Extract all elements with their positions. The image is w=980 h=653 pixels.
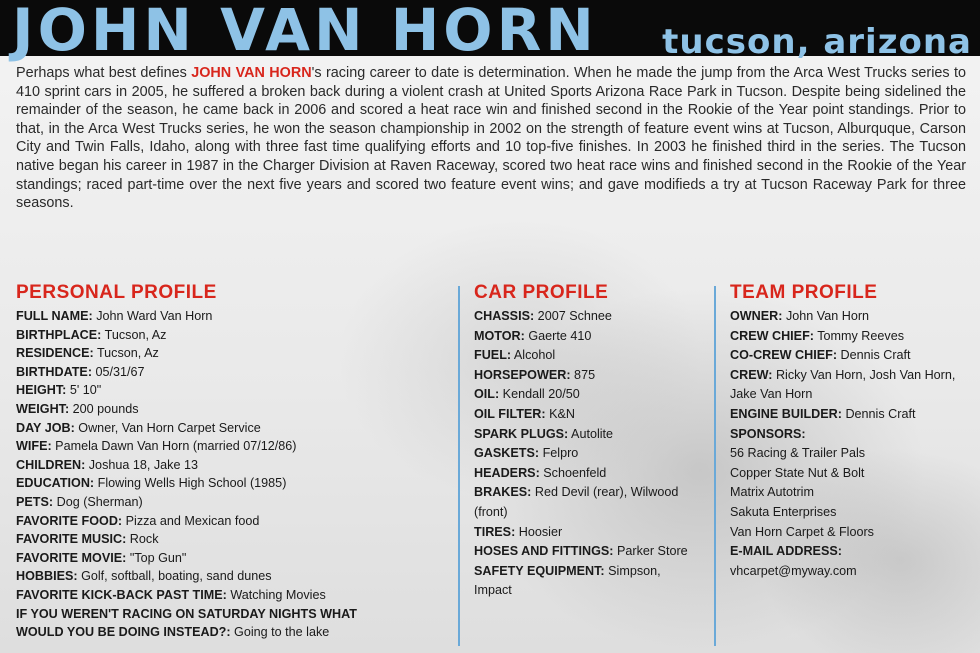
car-profile-item-value: Red Devil (rear), Wilwood (front) <box>474 485 679 519</box>
team-profile-item-label: CO-CREW CHIEF: <box>730 348 838 363</box>
personal-profile-item <box>16 474 446 493</box>
personal-profile-item-value: 05/31/67 <box>92 364 145 379</box>
team-profile-heading: TEAM PROFILE <box>730 282 878 303</box>
personal-profile-item-label: WEIGHT: <box>16 401 70 416</box>
personal-profile-item-label: BIRTHDATE: <box>16 364 93 379</box>
car-profile-item-label: HOSES AND FITTINGS: <box>474 544 614 559</box>
personal-profile-item-label: RESIDENCE: <box>16 346 94 361</box>
sponsor-item: Sakuta Enterprises <box>730 504 837 519</box>
car-profile-item <box>474 523 700 543</box>
car-profile-item-label: HORSEPOWER: <box>474 367 571 382</box>
personal-profile-item <box>16 605 446 624</box>
personal-profile-item <box>16 586 446 605</box>
team-profile-list <box>730 307 974 444</box>
personal-profile-section <box>16 282 446 642</box>
personal-profile-item-value: Tucson, Az <box>93 346 159 361</box>
personal-profile-item-label: FAVORITE KICK-BACK PAST TIME: <box>16 587 227 602</box>
car-profile-item-value: Felpro <box>539 446 579 461</box>
team-profile-item-label: SPONSORS: <box>730 426 806 441</box>
bio-highlight-name: JOHN VAN HORN <box>191 65 312 81</box>
personal-profile-item <box>16 363 446 382</box>
car-profile-item-label: CHASSIS: <box>474 309 535 323</box>
car-profile-item <box>474 444 700 464</box>
car-profile-item-value: Alcohol <box>511 348 556 363</box>
personal-profile-item-value: Joshua 18, Jake 13 <box>85 457 198 472</box>
personal-profile-item-label: BIRTHPLACE: <box>16 327 102 342</box>
personal-profile-item-value: Flowing Wells High School (1985) <box>94 476 287 491</box>
personal-profile-item-label: WIFE: <box>16 439 52 454</box>
car-profile-item-value: Gaerte 410 <box>524 328 592 343</box>
column-divider-right <box>714 286 716 646</box>
car-profile-item-value: Schoenfeld <box>539 465 607 480</box>
team-profile-item-label: ENGINE BUILDER: <box>730 406 842 421</box>
car-profile-item <box>474 542 700 562</box>
personal-profile-item-label: CHILDREN: <box>16 457 86 472</box>
personal-profile-item-value: Pamela Dawn Van Horn (married 07/12/86) <box>51 439 297 454</box>
personal-profile-item-label: HOBBIES: <box>16 569 78 584</box>
personal-profile-item <box>16 623 446 642</box>
team-profile-item-label: CREW: <box>730 367 773 382</box>
car-profile-item-value: 875 <box>570 367 596 382</box>
team-profile-item <box>730 346 974 366</box>
personal-profile-item-value: "Top Gun" <box>126 550 187 565</box>
sponsor-list <box>730 444 974 542</box>
personal-profile-item-label: WOULD YOU BE DOING INSTEAD?: <box>16 625 231 640</box>
personal-profile-item-label: IF YOU WEREN'T RACING ON SATURDAY NIGHTS WHAT <box>16 606 357 621</box>
car-profile-item-label: MOTOR: <box>474 328 525 343</box>
team-profile-item-value: John Van Horn <box>782 309 870 323</box>
personal-profile-item-value: 5' 10" <box>66 383 102 398</box>
car-profile-item-label: OIL: <box>474 387 500 402</box>
personal-profile-item <box>16 326 446 345</box>
car-profile-item <box>474 307 700 327</box>
car-profile-list <box>474 307 700 601</box>
car-profile-item <box>474 464 700 484</box>
car-profile-item-label: SPARK PLUGS: <box>474 426 569 441</box>
car-profile-item-label: TIRES: <box>474 524 516 539</box>
personal-profile-item <box>16 512 446 531</box>
personal-profile-item-label: FULL NAME: <box>16 309 93 323</box>
personal-profile-item-value: Watching Movies <box>226 587 326 602</box>
personal-profile-item-label: EDUCATION: <box>16 476 95 491</box>
personal-profile-item <box>16 381 446 400</box>
team-profile-item-label: OWNER: <box>730 309 783 323</box>
team-profile-item-value: Ricky Van Horn, Josh Van Horn, Jake Van Horn <box>730 367 956 402</box>
personal-profile-item-label: FAVORITE MOVIE: <box>16 550 127 565</box>
personal-profile-item-value: Rock <box>126 532 159 547</box>
sponsor-item: Copper State Nut & Bolt <box>730 465 865 480</box>
car-profile-item-value: Kendall 20/50 <box>499 387 580 402</box>
personal-profile-item <box>16 456 446 475</box>
personal-profile-item <box>16 400 446 419</box>
bio-body: 's racing career to date is determination. When he made the jump from the Arca West Trucks series to 410 sprint cars in 2005, he suffered a broken back during a violent crash at United Sports Arizona Race Park in Tucson. Despite being sidelined the remainder of the season, he came back in 2006 and scored a heat race win and finished second in the Rookie of the Year point standings. Prior to that, in the Arca West Trucks series, he won the season championship in 2002 on the strength of feature event wins at Tucson, Alburquque, Carson City and Twin Falls, Idaho, along with three fast time qualifying efforts and 10 top-five finishes. In 2003 he finished third in the series. The Tucson native began his career in 1987 in the Charger Division at Raven Raceway, scored two heat race wins and finished second in the Rookie of the Year standings; raced part-time over the next five years and scored two feature event wins; and gave modifieds a try at Tucson Raceway Park for three seasons. <box>16 65 966 212</box>
team-profile-item-value: Dennis Craft <box>841 406 916 421</box>
car-profile-item-value: Autolite <box>568 426 614 441</box>
car-profile-item <box>474 562 700 601</box>
team-profile-item-label: CREW CHIEF: <box>730 328 814 343</box>
personal-profile-item <box>16 419 446 438</box>
personal-profile-item <box>16 549 446 568</box>
car-profile-item <box>474 366 700 386</box>
personal-profile-item-label: DAY JOB: <box>16 420 75 435</box>
car-profile-item <box>474 346 700 366</box>
personal-profile-item <box>16 530 446 549</box>
personal-profile-item-label: PETS: <box>16 494 54 509</box>
personal-profile-item-label: FAVORITE FOOD: <box>16 513 123 528</box>
personal-profile-item <box>16 493 446 512</box>
car-profile-item-value: K&N <box>545 406 575 421</box>
personal-profile-heading: PERSONAL PROFILE <box>16 282 217 303</box>
personal-profile-item <box>16 307 446 326</box>
team-profile-item-value: Tommy Reeves <box>813 328 905 343</box>
team-profile-item <box>730 307 974 327</box>
sponsor-item: 56 Racing & Trailer Pals <box>730 446 866 461</box>
team-profile-item <box>730 327 974 347</box>
personal-profile-item-value: Golf, softball, boating, sand dunes <box>77 569 272 584</box>
personal-profile-item-value: Dog (Sherman) <box>53 494 143 509</box>
header-bar <box>0 0 980 64</box>
car-profile-item <box>474 405 700 425</box>
driver-location: tucson, arizona <box>662 22 972 62</box>
car-profile-item-label: SAFETY EQUIPMENT: <box>474 563 605 578</box>
team-profile-section <box>730 282 974 581</box>
car-profile-item-label: HEADERS: <box>474 465 540 480</box>
car-profile-item-label: FUEL: <box>474 348 512 363</box>
personal-profile-item-label: FAVORITE MUSIC: <box>16 532 127 547</box>
driver-name-title: JOHN VAN HORN <box>12 0 598 64</box>
team-profile-item <box>730 405 974 425</box>
car-profile-item-value: Hoosier <box>515 524 563 539</box>
car-profile-item <box>474 327 700 347</box>
car-profile-item <box>474 385 700 405</box>
personal-profile-item <box>16 344 446 363</box>
personal-profile-item <box>16 567 446 586</box>
car-profile-item-value: 2007 Schnee <box>534 309 612 323</box>
personal-profile-item-value: Tucson, Az <box>101 327 167 342</box>
team-profile-item-value: Dennis Craft <box>837 348 911 363</box>
personal-profile-item <box>16 437 446 456</box>
personal-profile-list <box>16 307 446 642</box>
car-profile-item-label: GASKETS: <box>474 446 540 461</box>
sponsor-item: Matrix Autotrim <box>730 485 814 500</box>
personal-profile-item-label: HEIGHT: <box>16 383 67 398</box>
bio-lead: Perhaps what best defines <box>16 65 192 81</box>
email-address: vhcarpet@myway.com <box>730 563 857 578</box>
personal-profile-item-value: 200 pounds <box>69 401 139 416</box>
biography-paragraph <box>16 64 966 213</box>
car-profile-item-label: BRAKES: <box>474 485 532 500</box>
personal-profile-item-value: Pizza and Mexican food <box>122 513 260 528</box>
column-divider-left <box>458 286 460 646</box>
email-label: E-MAIL ADDRESS: <box>730 544 842 559</box>
car-profile-heading: CAR PROFILE <box>474 282 609 303</box>
car-profile-item <box>474 425 700 445</box>
team-profile-item <box>730 366 974 405</box>
personal-profile-item-value: Owner, Van Horn Carpet Service <box>74 420 261 435</box>
team-profile-item <box>730 425 974 445</box>
car-profile-item-value: Simpson, Impact <box>474 563 661 598</box>
car-profile-section <box>474 282 700 601</box>
car-profile-item-label: OIL FILTER: <box>474 406 546 421</box>
car-profile-item-value: Parker Store <box>613 544 688 559</box>
personal-profile-item-value: Going to the lake <box>230 625 330 640</box>
car-profile-item <box>474 483 700 522</box>
personal-profile-item-value: John Ward Van Horn <box>92 309 213 323</box>
sponsor-item: Van Horn Carpet & Floors <box>730 524 874 539</box>
